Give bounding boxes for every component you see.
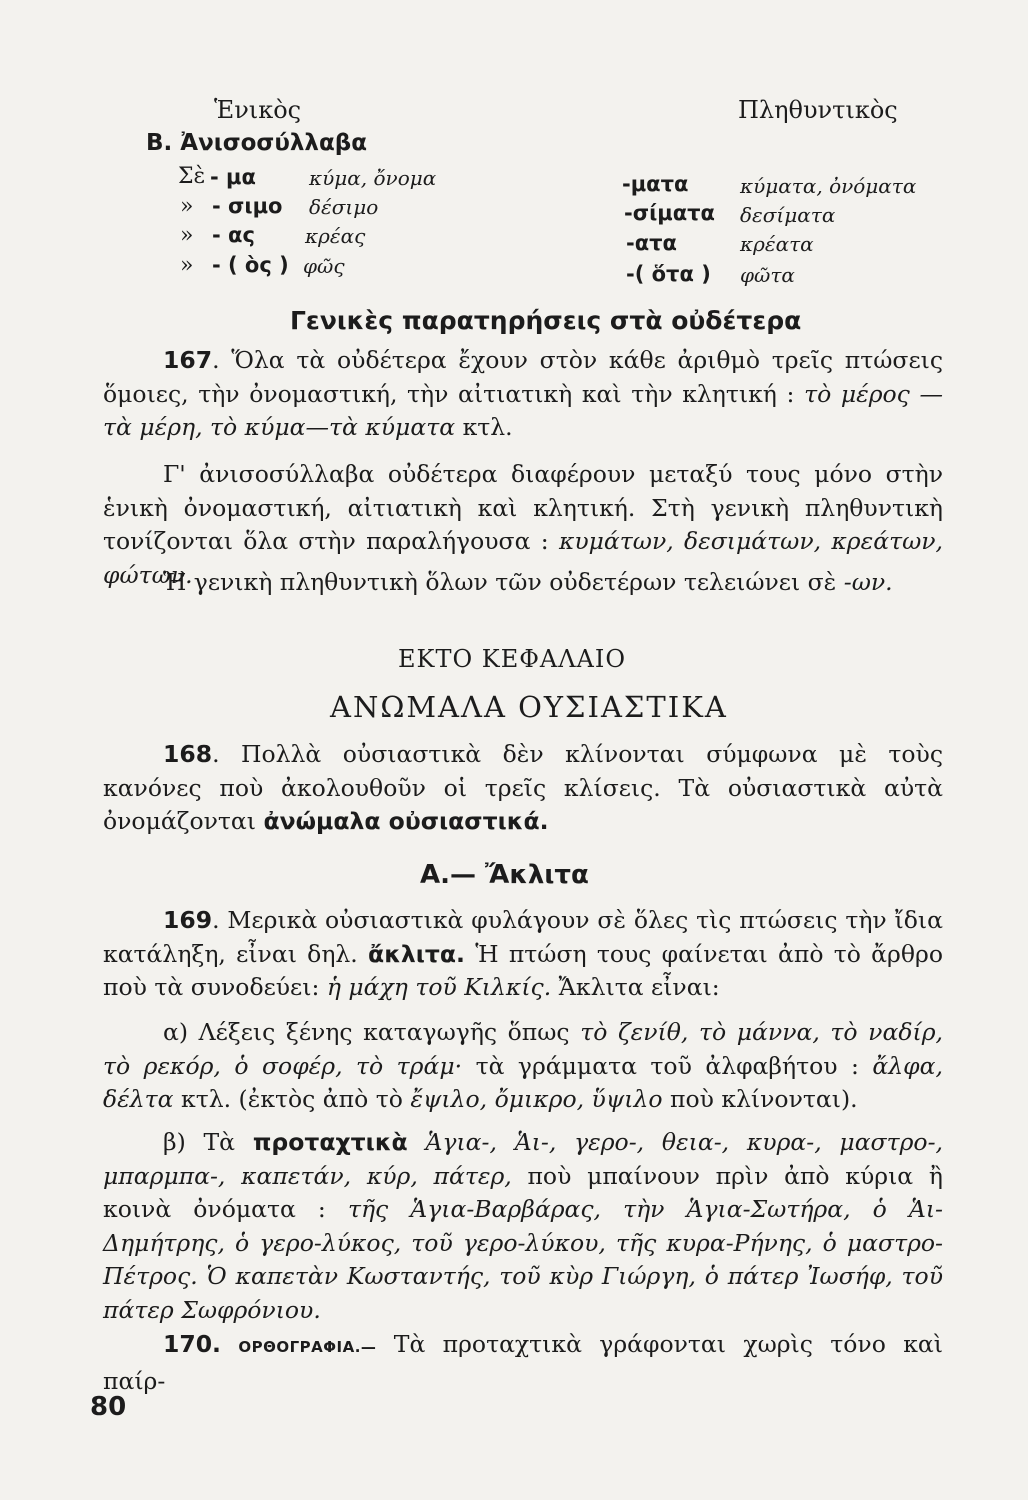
paragraph-examples-3: ἔψιλο, ὄμικρο, ὕψιλο	[410, 1085, 663, 1113]
table-row-prefix: »	[180, 253, 194, 278]
table-row-singular-example: δέσιμο	[309, 195, 379, 219]
table-row-plural-example: φῶτα	[740, 263, 795, 287]
paragraph-text-3: κτλ. (ἐκτὸς ἀπὸ τὸ	[181, 1085, 403, 1113]
table-row-prefix: Σὲ	[178, 164, 206, 189]
paragraph-168	[103, 738, 943, 839]
table-row-plural-example: κρέατα	[740, 232, 814, 256]
paragraph-examples-2: τῆς Ἁγια-Βαρβάρας, τὴν Ἁγια-Σωτήρα, ὁ Ἁι-Δημήτρης, ὁ γερο-λύκος, τοῦ γερο-λύκου, τῆς κυρα-Ρήνης, ὁ μαστρο-Πέτρος. Ὁ καπετὰν Κωσταντής, τοῦ κὺρ Γιώργη, ὁ πάτερ Ἰωσήφ, τοῦ πάτερ Σωφρόνιου.	[103, 1195, 943, 1324]
table-row-singular-example: κύμα, ὄνομα	[309, 166, 437, 190]
paragraph-167-c	[103, 566, 943, 600]
paragraph-number: 169	[163, 906, 213, 934]
table-row-singular-example: φῶς	[303, 254, 345, 278]
table-row-singular-ending: - μα	[210, 165, 256, 189]
paragraph-text: Γ' ἀνισοσύλλαβα οὐδέτερα διαφέρουν μεταξύ τους μόνο στὴν ἑνικὴ ὀνομαστική, αἰτιατικὴ καὶ κλητική. Στὴ γενικὴ πληθυντικὴ τονίζονται ὅλα στὴν παραλήγουσα :	[103, 460, 943, 555]
paragraph-167	[103, 344, 943, 445]
paragraph-bold-term: ἄκλιτα.	[368, 939, 465, 968]
paragraph-text: . Πολλὰ οὐσιαστικὰ δὲν κλίνονται σύμφωνα μὲ τοὺς κανόνες ποὺ ἀκολουθοῦν οἱ τρεῖς κλίσεις. Τὰ οὐσιαστικὰ αὐτὰ ὀνομάζονται	[103, 740, 943, 835]
table-row-prefix: »	[180, 194, 194, 219]
table-row-singular-ending: - ( ὸς )	[212, 253, 289, 277]
paragraph-examples: κυμάτων, δεσιμάτων, κρεάτων, φώτων.	[103, 527, 943, 589]
table-row-plural-ending: -ατα	[626, 231, 677, 255]
paragraph-bold-term: ἀνώμαλα οὐσιαστικά.	[263, 807, 549, 835]
paragraph-text-4: ποὺ κλίνονται).	[670, 1085, 858, 1113]
table-row-plural-ending: -( ὅτα )	[626, 262, 711, 286]
paragraph-169	[103, 904, 943, 1005]
paragraph-text: . Ὅλα τὰ οὐδέτερα ἔχουν στὸν κάθε ἀριθμὸ τρεῖς πτώσεις ὅμοιες, τὴν ὀνομαστική, τὴν αἰτιατικὴ καὶ τὴν κλητική :	[103, 346, 943, 408]
paragraph-text-3: Ἄκλιτα εἶναι:	[558, 973, 720, 1001]
paragraph-example: ἡ μάχη τοῦ Κιλκίς.	[326, 973, 552, 1001]
paragraph-number: 167	[163, 346, 213, 374]
section-title: Α.— Ἄκλιτα	[420, 860, 589, 890]
table-row-plural-ending: -ματα	[622, 172, 689, 196]
chapter-title: ΑΝΩΜΑΛΑ ΟΥΣΙΑΣΤΙΚΑ	[330, 690, 728, 724]
paragraph-169-a	[103, 1016, 943, 1117]
table-row-plural-example: δεσίματα	[740, 203, 836, 227]
table-row-plural-ending: -σίματα	[624, 201, 715, 225]
table-row-plural-example: κύματα, ὀνόματα	[740, 174, 917, 198]
paragraph-170	[103, 1328, 943, 1398]
paragraph-examples: τὸ μέρος — τὰ μέρη, τὸ κύμα—τὰ κύματα	[103, 379, 943, 441]
table-row-prefix: »	[180, 223, 194, 248]
paragraph-tail: κτλ.	[462, 413, 513, 441]
table-row-singular-ending: - ας	[212, 223, 255, 247]
table-row-singular-example: κρέας	[305, 224, 366, 248]
paragraph-examples-2: ἄλφα, δέλτα	[103, 1051, 943, 1113]
paragraph-text: Ἡ γενικὴ πληθυντικὴ ὅλων τῶν οὐδετέρων τελειώνει σὲ	[163, 568, 837, 596]
table-subtitle: Β. Ἀνισοσύλλαβα	[146, 130, 368, 156]
chapter-label: ΕΚΤΟ ΚΕΦΑΛΑΙΟ	[398, 645, 627, 673]
table-header-singular: Ἑνικὸς	[214, 96, 302, 124]
section-heading: Γενικὲς παρατηρήσεις στὰ οὐδέτερα	[290, 306, 802, 335]
paragraph-label: ΟΡΘΟΓΡΑΦΙΑ.—	[238, 1338, 377, 1356]
paragraph-number: 168	[163, 740, 213, 768]
paragraph-text: α) Λέξεις ξένης καταγωγῆς ὅπως	[163, 1018, 570, 1046]
table-row-singular-ending: - σιμο	[212, 194, 283, 218]
paragraph-text-2: ποὺ μπαίνουν πρὶν ἀπὸ κύρια ἢ κοινὰ ὀνόματα :	[103, 1161, 943, 1223]
paragraph-text-2: Ἡ πτώση τους φαίνεται ἀπὸ τὸ ἄρθρο ποὺ τὰ συνοδεύει:	[103, 939, 943, 1001]
paragraph-ending: -ων.	[843, 568, 893, 596]
paragraph-examples: τὸ ζενίθ, τὸ μάννα, τὸ ναδίρ, τὸ ρεκόρ, ὁ σοφέρ, τὸ τράμ·	[103, 1018, 943, 1080]
paragraph-text: β) Τὰ	[163, 1128, 236, 1156]
page-number: 80	[90, 1392, 127, 1422]
paragraph-number: 170.	[163, 1330, 221, 1358]
paragraph-text: Τὰ προταχτικὰ γράφονται χωρὶς τόνο καὶ παίρ-	[103, 1330, 943, 1395]
paragraph-169-b	[103, 1126, 943, 1327]
paragraph-text-2: τὰ γράμματα τοῦ ἀλφαβήτου :	[475, 1051, 859, 1080]
paragraph-bold-term: προταχτικὰ	[252, 1128, 408, 1156]
paragraph-examples: Ἁγια-, Ἁι-, γερο-, θεια-, κυρα-, μαστρο-, μπαρμπα-, καπετάν, κύρ, πάτερ,	[103, 1128, 943, 1190]
paragraph-text: . Μερικὰ οὐσιαστικὰ φυλάγουν σὲ ὅλες τὶς πτώσεις τὴν ἴδια κατάληξη, εἶναι δηλ.	[103, 906, 943, 968]
table-header-plural: Πληθυντικὸς	[738, 96, 898, 124]
